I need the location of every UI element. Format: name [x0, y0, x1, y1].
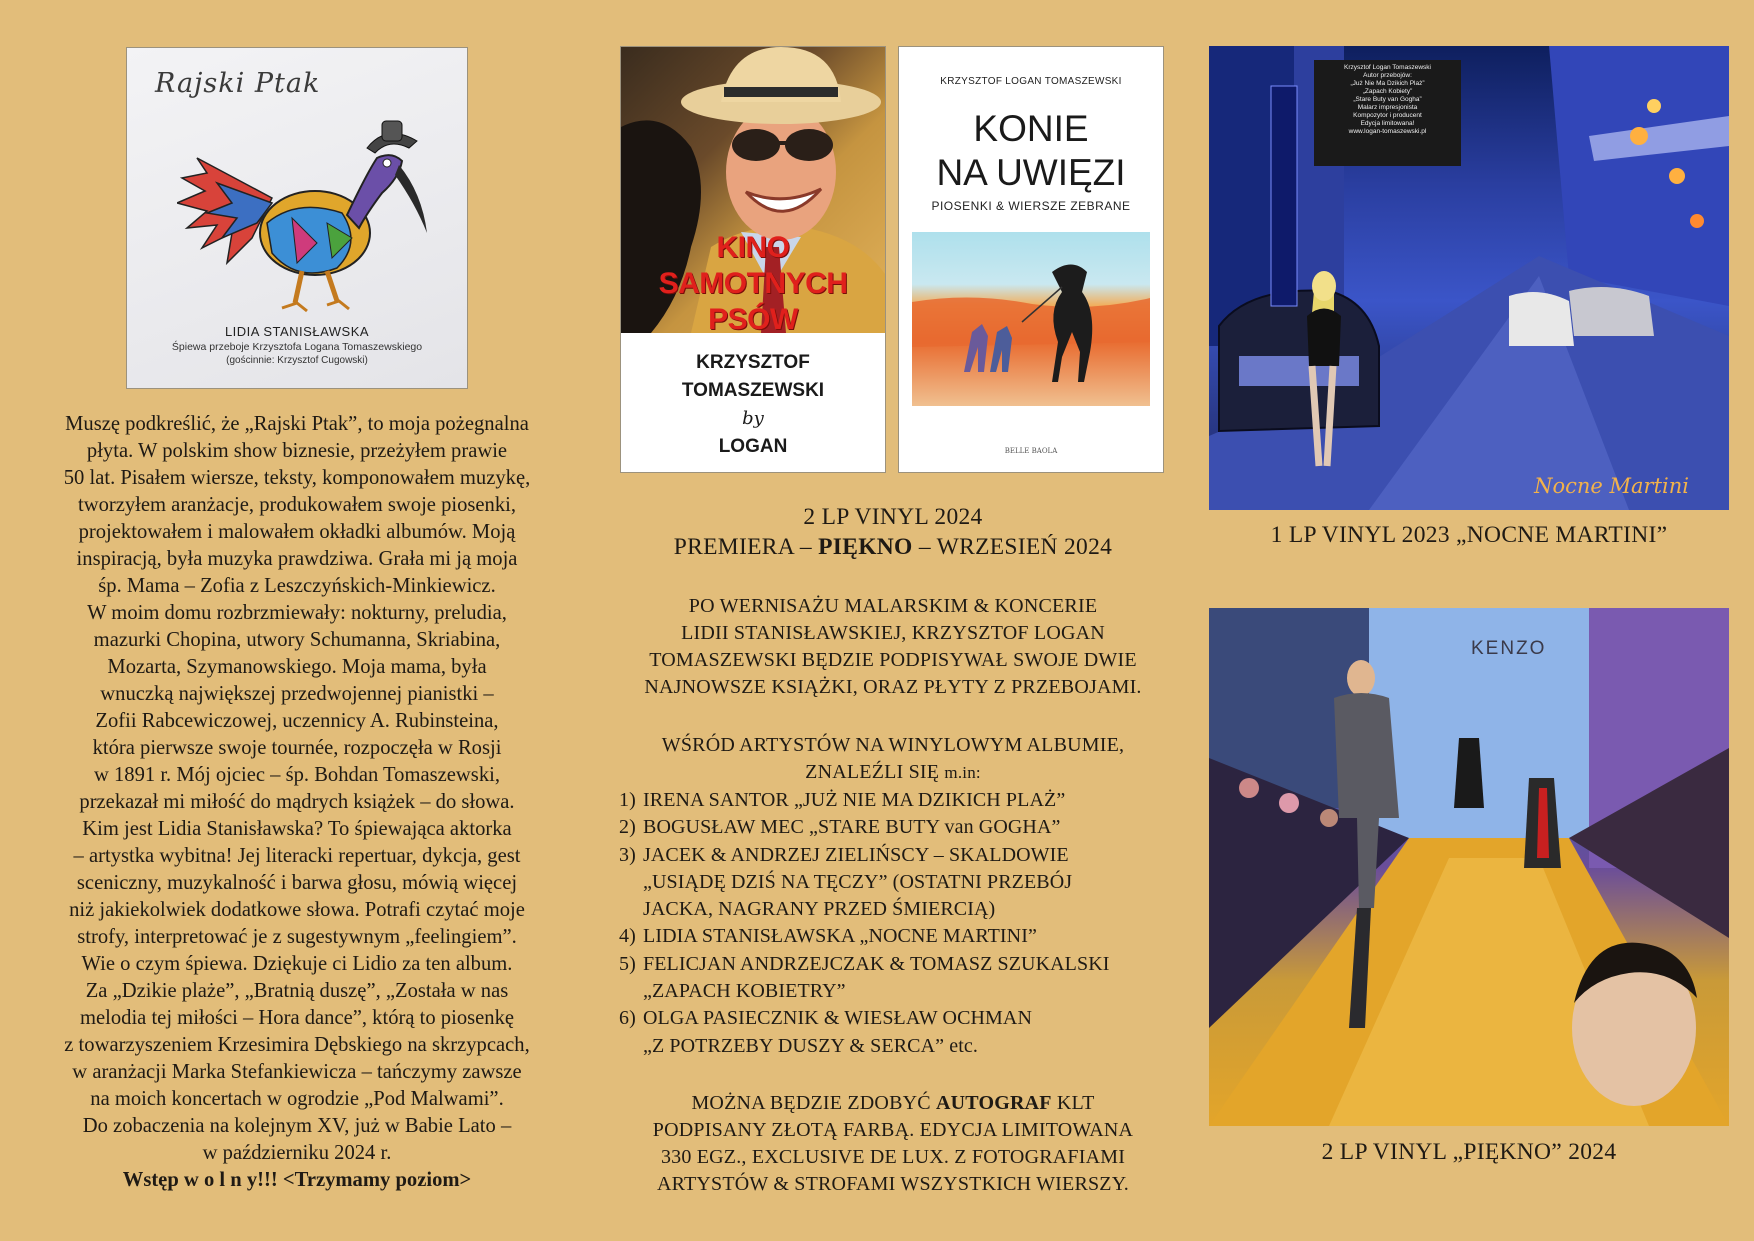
text-line: Do zobaczenia na kolejnym XV, już w Babie Lato – — [82, 1115, 512, 1137]
list-item — [619, 842, 1179, 924]
artists-heading — [608, 732, 1178, 786]
intro-line: NAJNOWSZE KSIĄŻKI, ORAZ PŁYTY Z PRZEBOJAMI. — [644, 676, 1142, 698]
poster-sign-line: www.logan-tomaszewski.pl — [1348, 128, 1427, 135]
album-cover-guest: (gościnnie: Krzysztof Cugowski) — [226, 355, 368, 366]
text-line: w październiku 2024 r. — [202, 1142, 392, 1164]
list-item-number: 3) — [619, 843, 636, 866]
vinyl-premiere-heading — [608, 502, 1178, 562]
text-line: W moim domu rozbrzmiewały: nokturny, preludia, — [87, 602, 507, 624]
artists-heading-line2-a: ZNALEŹLI SIĘ — [805, 761, 945, 783]
list-item — [619, 951, 1179, 1006]
mid-intro-paragraph — [608, 593, 1178, 701]
list-item-number: 4) — [619, 925, 636, 948]
left-article-text — [34, 411, 560, 1194]
list-item-line: LIDIA STANISŁAWSKA „NOCNE MARTINI” — [643, 925, 1037, 948]
poster-sign-line: „Zapach Kobiety” — [1362, 88, 1413, 95]
text-line: Zofii Rabcewiczowej, uczennicy A. Rubinsteina, — [95, 710, 499, 732]
list-item-text — [643, 1005, 1032, 1060]
autograph-line3: 330 EGZ., EXCLUSIVE DE LUX. Z FOTOGRAFIAMI — [660, 1146, 1126, 1168]
list-item-line: „ZAPACH KOBIETRY” — [643, 980, 846, 1003]
caption-nocne-martini: 1 LP VINYL 2023 „NOCNE MARTINI” — [1270, 522, 1668, 548]
artists-heading-line2-b: m.in: — [944, 763, 981, 782]
poster-sign-line: „Już Nie Ma Dzikich Plaż” — [1350, 80, 1425, 87]
text-line: strofy, interpretować je z sugestywnym „feelingiem”. — [77, 926, 517, 948]
text-line: z towarzyszeniem Krzesimira Dębskiego na skrzypcach, — [64, 1034, 530, 1056]
heading-line2-a: PREMIERA – — [673, 534, 819, 560]
heading-line2 — [608, 532, 1178, 562]
poster-sign-line: Autor przebojów: — [1363, 72, 1412, 79]
book1-by: by — [742, 408, 764, 429]
fashion-runway-painting — [1209, 608, 1729, 1126]
list-item-line: BOGUSŁAW MEC „STARE BUTY van GOGHA” — [643, 816, 1061, 839]
caption-piekno: 2 LP VINYL „PIĘKNO” 2024 — [1321, 1139, 1617, 1165]
text-line: na moich koncertach w ogrodzie „Pod Malwami”. — [90, 1088, 504, 1110]
text-line: Muszę podkreślić, że „Rajski Ptak”, to moja pożegnalna — [65, 413, 529, 435]
poster-sign-line: Krzysztof Logan Tomaszewski — [1344, 64, 1431, 71]
book1-author-line2: TOMASZEWSKI — [681, 380, 825, 401]
heading-line2-bold: PIĘKNO — [818, 534, 913, 560]
list-item-number: 6) — [619, 1007, 636, 1030]
book1-author-line1: KRZYSZTOF — [696, 352, 810, 373]
left-footer-line: Wstęp w o l n y!!! <Trzymamy poziom> — [122, 1169, 472, 1191]
intro-line: LIDII STANISŁAWSKIEJ, KRZYSZTOF LOGAN — [681, 622, 1105, 644]
list-item — [619, 787, 1179, 814]
text-line: przekazał mi miłość do mądrych książek – do słowa. — [79, 791, 515, 813]
album-cover-title: Rajski Ptak — [155, 68, 321, 99]
poster-text-sign — [1314, 60, 1461, 166]
painting-brand-sign: KENZO — [1471, 638, 1547, 659]
list-item — [619, 923, 1179, 950]
text-line: mazurki Chopina, utwory Schumanna, Skriabina, — [93, 629, 501, 651]
book2-title-line2: NA UWIĘZI — [936, 152, 1126, 193]
text-line: śp. Mama – Zofia z Leszczyńskich-Minkiewicz. — [98, 575, 496, 597]
list-item-line: OLGA PASIECZNIK & WIESŁAW OCHMAN — [643, 1007, 1033, 1030]
album-cover-artist: LIDIA STANISŁAWSKA — [224, 324, 370, 339]
text-line: melodia tej miłości – Hora dance”, którą to piosenkę — [79, 1007, 515, 1029]
text-line: sceniczny, muzykalność i barwa głosu, mówią więcej — [76, 872, 518, 894]
book1-title-line1: KINO SAMOTNYCH — [658, 231, 848, 300]
text-line: w aranżacji Marka Stefankiewicza – tańczymy zawsze — [72, 1061, 522, 1083]
list-item-line: JACEK & ANDRZEJ ZIELIŃSCY – SKALDOWIE — [643, 843, 1069, 866]
poster-sign-line: „Stare Buty van Gogha” — [1353, 96, 1422, 103]
list-item-number: 2) — [619, 816, 636, 839]
text-line: która pierwsze swoje tournée, rozpoczęła w Rosji — [92, 737, 502, 759]
poster-sign-line: Edycja limitowana! — [1360, 120, 1415, 127]
artists-list — [619, 787, 1179, 1060]
book1-author — [621, 349, 885, 461]
list-item-line: IRENA SANTOR „JUŻ NIE MA DZIKICH PLAŻ” — [643, 789, 1066, 811]
text-line: – artystka wybitna! Jej literacki repertuar, dykcja, gest — [73, 845, 521, 867]
painting-signature: Nocne Martini — [1534, 474, 1689, 498]
intro-line: TOMASZEWSKI BĘDZIE PODPISYWAŁ SWOJE DWIE — [649, 649, 1137, 671]
text-line: inspiracją, była muzyka prawdziwa. Grała mi ją moja — [76, 548, 518, 570]
autograph-line1-a: MOŻNA BĘDZIE ZDOBYĆ — [691, 1092, 936, 1114]
list-item-text — [643, 787, 1065, 814]
text-line: Wie o czym śpiewa. Dziękuje ci Lidio za ten album. — [81, 953, 513, 975]
list-item-number: 1) — [619, 789, 636, 811]
night-street-painting — [1209, 46, 1729, 510]
list-item — [619, 1005, 1179, 1060]
autograph-line1-c: KLT — [1051, 1092, 1095, 1114]
text-line: projektowałem i malowałem okładki albumów. Moją — [78, 521, 516, 543]
autograph-line4: ARTYSTÓW & STROFAMI WSZYSTKICH WIERSZY. — [656, 1173, 1129, 1195]
album-cover-subtitle: Śpiewa przeboje Krzysztofa Logana Tomaszewskiego — [171, 341, 423, 353]
list-item — [619, 814, 1179, 841]
painting-nocne-martini — [1209, 46, 1729, 510]
autograph-line1 — [608, 1090, 1178, 1117]
poster-sign-line: Kompozytor i producent — [1353, 112, 1422, 119]
text-line: tworzyłem aranżacje, produkowałem swoje piosenki, — [77, 494, 517, 516]
list-item-text — [643, 923, 1037, 950]
text-line: w 1891 r. Mój ojciec – śp. Bohdan Tomaszewski, — [93, 764, 500, 786]
list-item-line: „USIĄDĘ DZIŚ NA TĘCZY” (OSTATNI PRZEBÓJ — [643, 870, 1073, 893]
book1-photo — [621, 47, 885, 333]
colorful-bird-illustration — [177, 103, 427, 323]
heading-line2-c: – WRZESIEŃ 2024 — [912, 534, 1113, 560]
book-cover-konie-na-uwiezi — [898, 46, 1164, 473]
rearing-horse-illustration — [912, 232, 1150, 406]
book-cover-kino-samotnych-psow — [620, 46, 886, 473]
poster-sign-line: Malarz impresjonista — [1357, 104, 1418, 111]
book2-title-line1: KONIE — [973, 108, 1089, 149]
book2-horse-painting — [912, 232, 1150, 406]
book1-title — [621, 230, 885, 333]
list-item-text — [643, 951, 1110, 1006]
text-line: Mozarta, Szymanowskiego. Moja mama, była — [107, 656, 487, 678]
painting-piekno-runway — [1209, 608, 1729, 1126]
bird-tail — [177, 158, 272, 263]
text-line: 50 lat. Pisałem wiersze, teksty, komponowałem muzykę, — [63, 467, 531, 489]
artists-heading-line2 — [608, 759, 1178, 786]
album-cover-rajski-ptak — [126, 47, 468, 389]
book2-author: KRZYSZTOF LOGAN TOMASZEWSKI — [940, 76, 1122, 87]
list-item-line: JACKA, NAGRANY PRZED ŚMIERCIĄ) — [643, 898, 996, 921]
book2-publisher: BELLE BAOLA — [1004, 447, 1058, 455]
list-item-line: FELICJAN ANDRZEJCZAK & TOMASZ SZUKALSKI — [643, 952, 1110, 975]
text-line: niż jakiekolwiek dodatkowe słowa. Potrafi czytać moje — [69, 899, 525, 921]
autograph-paragraph — [608, 1090, 1178, 1198]
book2-title — [899, 107, 1163, 195]
text-line: wnuczką największej przedwojennej pianistki – — [100, 683, 494, 705]
book1-title-line2: PSÓW — [708, 303, 798, 333]
book1-author-line3: LOGAN — [718, 436, 788, 457]
artists-heading-line1: WŚRÓD ARTYSTÓW NA WINYLOWYM ALBUMIE, — [661, 734, 1125, 756]
list-item-text — [643, 842, 1072, 924]
autograph-line2: PODPISANY ZŁOTĄ FARBĄ. EDYCJA LIMITOWANA — [652, 1119, 1134, 1141]
list-item-text — [643, 814, 1061, 841]
intro-line: PO WERNISAŻU MALARSKIM & KONCERIE — [688, 595, 1098, 617]
text-line: Kim jest Lidia Stanisławska? To śpiewająca aktorka — [82, 818, 512, 840]
text-line: płyta. W polskim show biznesie, przeżyłem prawie — [86, 440, 508, 462]
autograph-bold: AUTOGRAF — [936, 1092, 1052, 1114]
heading-line1: 2 LP VINYL 2024 — [803, 504, 983, 530]
book2-subtitle: PIOSENKI & WIERSZE ZEBRANE — [931, 199, 1131, 213]
list-item-line: „Z POTRZEBY DUSZY & SERCA” etc. — [643, 1034, 978, 1057]
text-line: Za „Dzikie plaże”, „Bratnią duszę”, „Została w nas — [85, 980, 509, 1002]
list-item-number: 5) — [619, 952, 636, 975]
